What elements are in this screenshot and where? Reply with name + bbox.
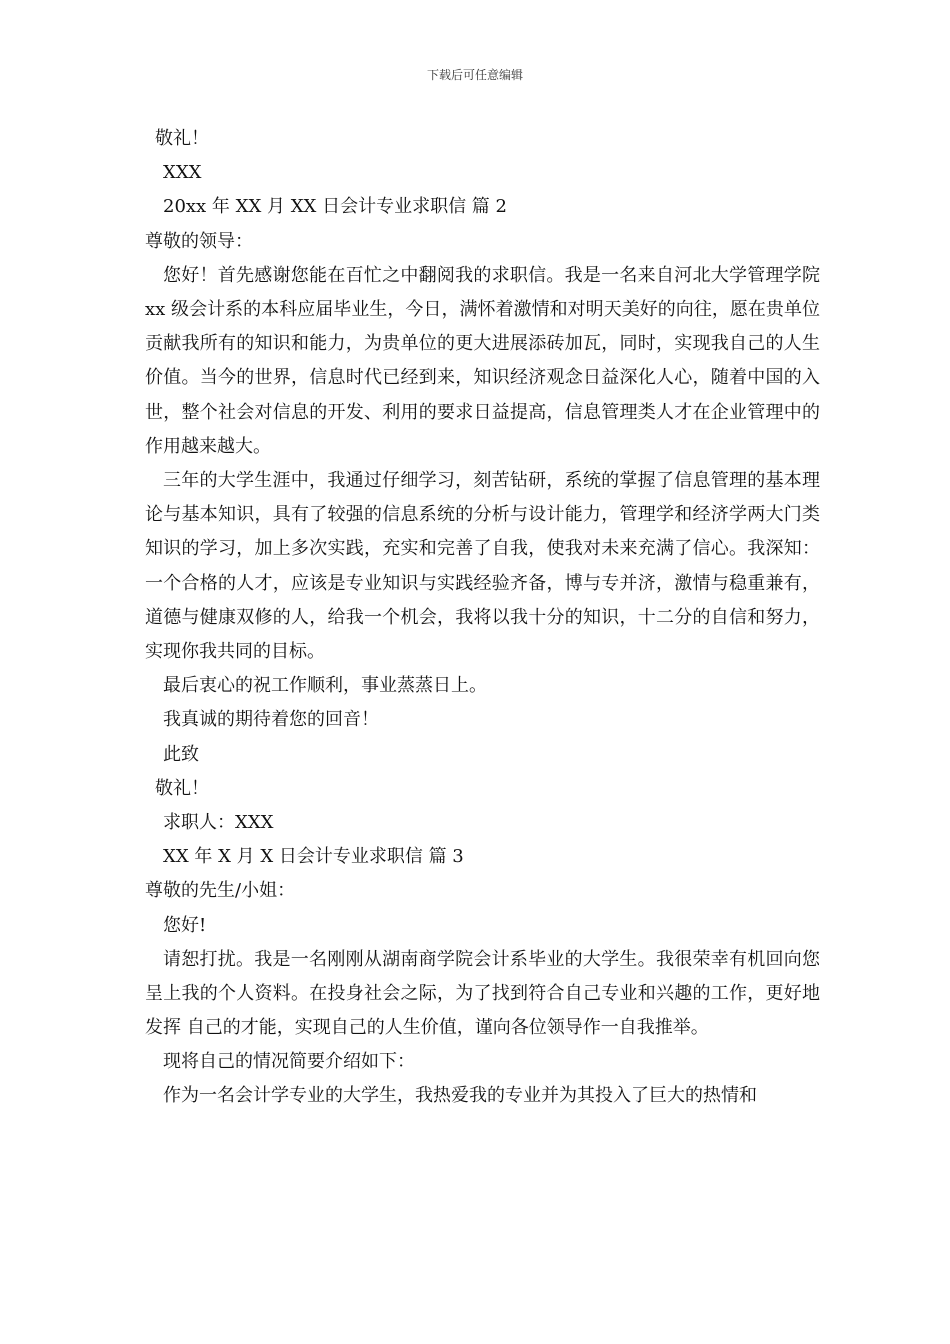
paragraph-study: 三年的大学生涯中，我通过仔细学习，刻苦钻研，系统的掌握了信息管理的基本理论与基本知识，具有了较强的信息系统的分析与设计能力，管理学和经济学两大门类知识的学习，加上多次实践，充实和完善了自我，使我对未来充满了信心。我深知：一个合格的人才，应该是专业知识与实践经验齐备，博与专并济，激情与稳重兼有，道德与健康双修的人，给我一个机会，我将以我十分的知识，十二分的自信和努力，实现你我共同的目标。 xyxy=(145,469,820,662)
applicant-signature: 求职人：XXX xyxy=(163,811,274,833)
page-header: 下载后可任意编辑 xyxy=(426,68,523,82)
closing-wish: 最后衷心的祝工作顺利，事业蒸蒸日上。 xyxy=(163,675,487,697)
greeting-3: 尊敬的先生/小姐： xyxy=(145,880,296,902)
paragraph-major-start: 作为一名会计学专业的大学生，我热爱我的专业并为其投入了巨大的热情和 xyxy=(163,1085,757,1107)
hello-line: 您好! xyxy=(163,914,207,936)
signature-name: XXX xyxy=(163,162,202,184)
intro-line: 现将自己的情况简要介绍如下： xyxy=(163,1051,415,1073)
closing-expectation: 我真诚的期待着您的回音！ xyxy=(163,709,379,731)
section-heading-2: 20xx 年 XX 月 XX 日会计专业求职信 篇 2 xyxy=(163,196,507,218)
closing-salutation: 敬礼！ xyxy=(155,128,209,149)
paragraph-intro: 您好！首先感谢您能在百忙之中翻阅我的求职信。我是一名来自河北大学管理学院 xx 级会计系的本科应届毕业生，今日，满怀着激情和对明天美好的向往，愿在贵单位贡献我所有的知识和能力，为贵单位的更大进展添砖加瓦，同时，实现我自己的人生价值。当今的世界，信息时代已经到来，知识经济观念日益深化人心，随着中国的入世，整个社会对信息的开发、利用的要求日益提高，信息管理类人才在企业管理中的作用越来越大。 xyxy=(145,264,820,457)
section-heading-3: XX 年 X 月 X 日会计专业求职信 篇 3 xyxy=(163,846,464,868)
greeting-2: 尊敬的领导： xyxy=(145,230,253,252)
paragraph-apology: 请恕打扰。我是一名刚刚从湖南商学院会计系毕业的大学生。我很荣幸有机回向您 呈上我的个人资料。在投身社会之际，为了找到符合自己专业和兴趣的工作，更好地发挥 自己的才能，实现自己的人生价值，谨向各位领导作一自我推举。 xyxy=(145,948,820,1039)
closing-salutation-2: 敬礼！ xyxy=(155,777,209,799)
closing-cizhi: 此致 xyxy=(163,743,199,765)
letter-body xyxy=(145,122,820,1114)
